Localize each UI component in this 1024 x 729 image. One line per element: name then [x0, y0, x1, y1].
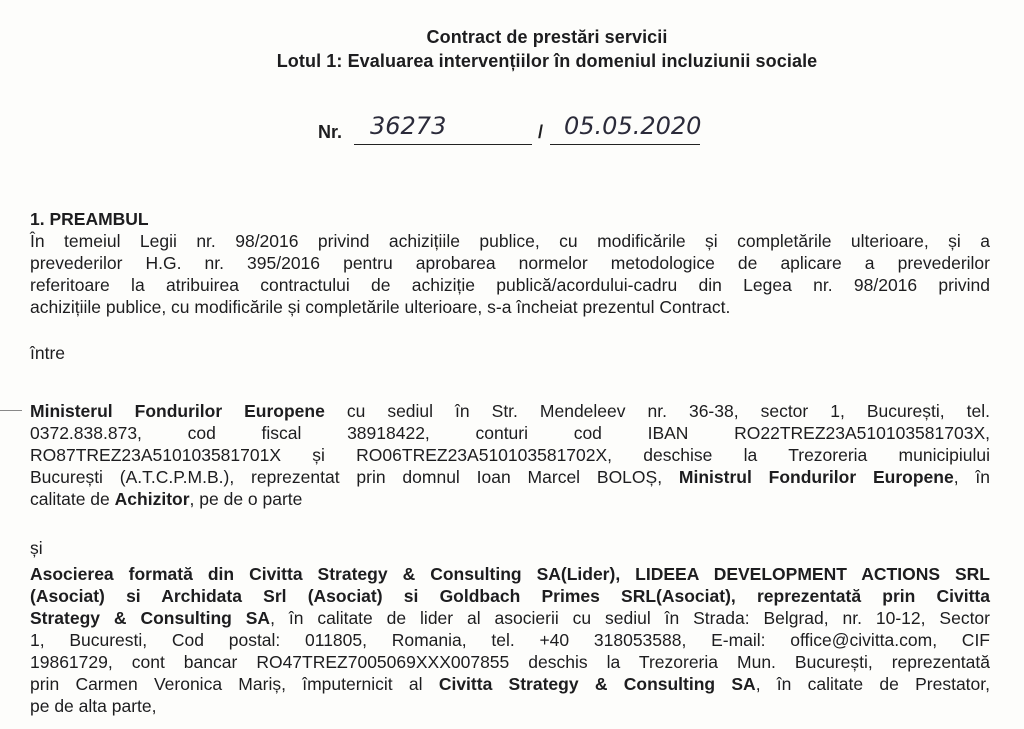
- lot-subtitle: Lotul 1: Evaluarea intervențiilor în domeniul incluziunii sociale: [276, 51, 818, 71]
- party1-capacity: Achizitor: [114, 489, 190, 509]
- party2-line: [30, 673, 990, 695]
- preamble-line: prevederilor H.G. nr. 395/2016 pentru aprobarea normelor metodologice de aplicare a prevederilor: [30, 253, 990, 273]
- number-label: Nr.: [318, 122, 343, 142]
- number-underline: [354, 144, 532, 145]
- party2-capacity: , în calitate de Prestator,: [755, 674, 990, 694]
- party1-line: RO87TREZ23A510103581701X și RO06TREZ23A510103581702X, deschise la Trezoreria municipiului: [30, 445, 990, 465]
- party2-line: (Asociat) si Archidata Srl (Asociat) si Goldbach Primes SRL(Asociat), reprezentată prin Civitta: [30, 586, 990, 606]
- contract-title: Contract de prestări servicii: [426, 27, 668, 47]
- party1-line: [30, 466, 990, 488]
- party2-line: pe de alta parte,: [30, 696, 157, 716]
- party2-line: Asocierea formată din Civitta Strategy & Consulting SA(Lider), LIDEEA DEVELOPMENT ACTIONS SRL: [30, 564, 990, 584]
- preamble-line: achizițiile publice, cu modificările și completările ulterioare, s-a încheiat prezentul Contract.: [30, 297, 731, 317]
- party1-capacity-pre: calitate de: [30, 489, 110, 509]
- party2-representative: prin Carmen Veronica Mariș, împuternicit al: [30, 674, 423, 694]
- party1-line: [30, 488, 990, 510]
- date-underline: [550, 144, 700, 145]
- handwritten-number: 36273: [370, 112, 447, 140]
- preamble-line: În temeiul Legii nr. 98/2016 privind achizițiile publice, cu modificările și completările ulterioare, și a: [30, 231, 990, 251]
- number-date-separator: /: [538, 122, 544, 142]
- party1-line-end: , în: [953, 467, 990, 487]
- party2-line: 1, Bucuresti, Cod postal: 011805, Romania, tel. +40 318053588, E-mail: office@civitta.com, CIF: [30, 630, 990, 650]
- preamble-section: [30, 208, 990, 318]
- preamble-line: referitoare la atribuirea contractului de achiziție publică/acordului-cadru din Legea nr. 98/2016 privind: [30, 275, 990, 295]
- party2-line: [30, 607, 990, 629]
- and-word: și: [30, 538, 43, 558]
- party2-company: Civitta Strategy & Consulting SA: [438, 674, 756, 694]
- party1-capacity-post: , pe de o parte: [189, 489, 303, 509]
- party1-representative: București (A.T.C.P.M.B.), reprezentat prin domnul Ioan Marcel BOLOȘ,: [30, 467, 663, 487]
- party1-name: Ministerul Fondurilor Europene: [30, 401, 325, 421]
- party1-line: 0372.838.873, cod fiscal 38918422, conturi cod IBAN RO22TREZ23A510103581703X,: [30, 423, 990, 443]
- between-word: între: [30, 343, 66, 363]
- party2-line: 19861729, cont bancar RO47TREZ7005069XXX007855 deschis la Trezoreria Mun. București, reprezentată: [30, 652, 990, 672]
- handwritten-date: 05.05.2020: [564, 112, 702, 140]
- party1-section: [30, 400, 990, 510]
- party1-address: cu sediul în Str. Mendeleev nr. 36-38, sector 1, București, tel.: [346, 401, 990, 421]
- preamble-heading: 1. PREAMBUL: [30, 209, 149, 229]
- party1-line: [30, 400, 990, 422]
- party2-section: [30, 563, 990, 717]
- party1-role: Ministrul Fondurilor Europene: [678, 467, 954, 487]
- party2-leader-name: Strategy & Consulting SA: [30, 608, 271, 628]
- party2-address: , în calitate de lider al asocierii cu sediul în Strada: Belgrad, nr. 10-12, Sector: [270, 608, 990, 628]
- margin-mark: [0, 410, 22, 411]
